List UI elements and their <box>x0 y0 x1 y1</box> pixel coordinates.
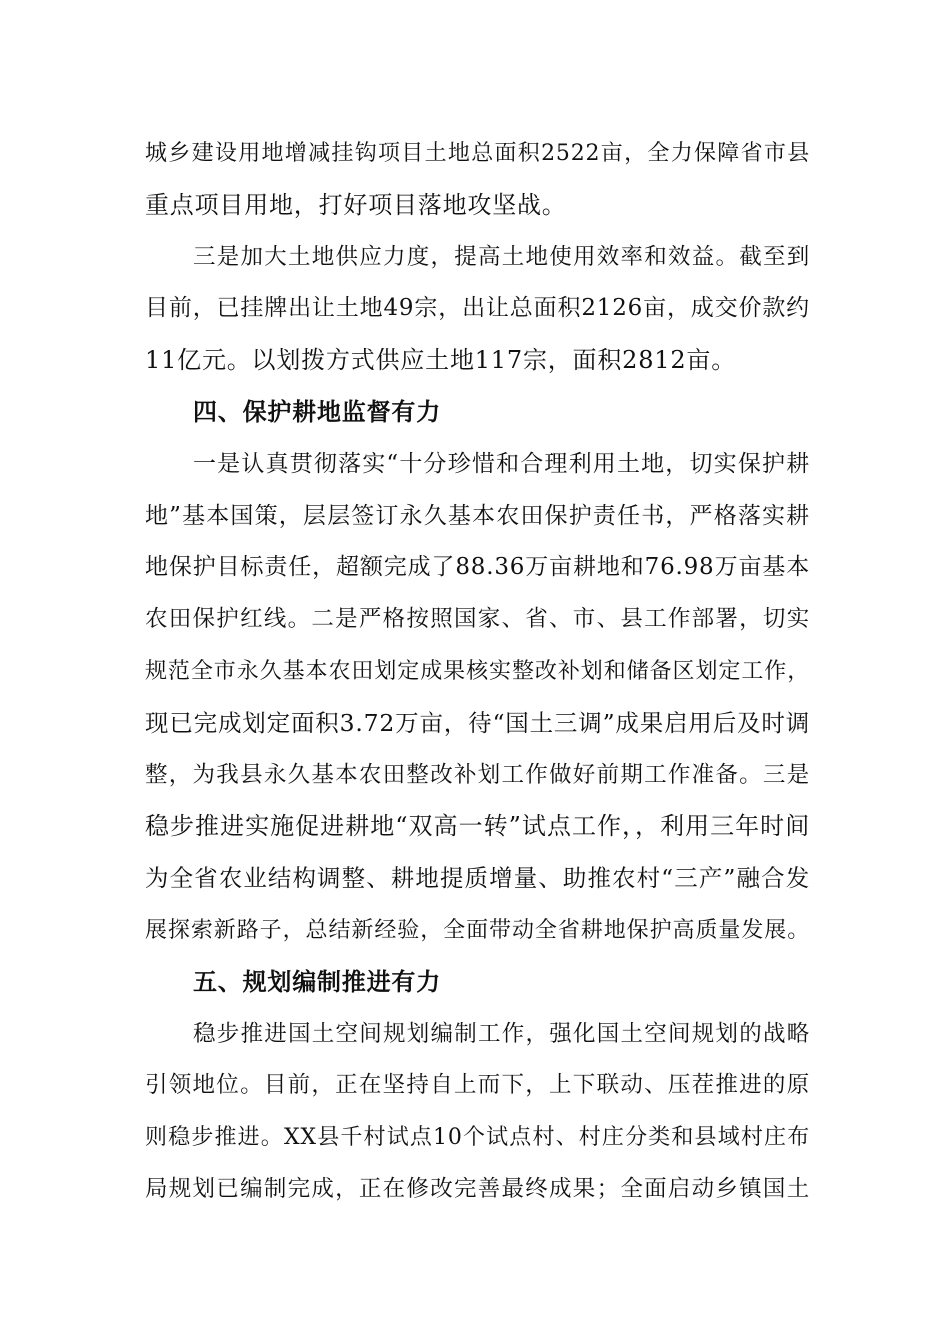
paragraph-line: 局规划已编制完成，正在修改完善最终成果；全面启动乡镇国土 <box>145 1175 810 1202</box>
paragraph-line: 一是认真贯彻落实“十分珍惜和合理利用土地，切实保护耕 <box>193 450 810 477</box>
document-body <box>145 128 810 1216</box>
paragraph-line: 规范全市永久基本农田划定成果核实整改补划和储备区划定工作， <box>145 658 810 684</box>
section-heading: 五、规划编制推进有力 <box>193 967 441 996</box>
paragraph-line: 整，为我县永久基本农田整改补划工作做好前期工作准备。三是 <box>145 761 810 788</box>
paragraph-line: 地保护目标责任，超额完成了88.36万亩耕地和76.98万亩基本 <box>145 554 810 581</box>
paragraph-line: 则稳步推进。XX县千村试点10个试点村、村庄分类和县域村庄布 <box>145 1125 810 1151</box>
paragraph-line: 三是加大土地供应力度，提高土地使用效率和效益。截至到 <box>193 243 810 270</box>
paragraph-line: 引领地位。目前，正在坚持自上而下，上下联动、压茬推进的原 <box>145 1072 810 1099</box>
paragraph-line: 地”基本国策，层层签订永久基本农田保护责任书，严格落实耕 <box>145 502 810 529</box>
paragraph-line: 现已完成划定面积3.72万亩，待“国土三调”成果启用后及时调 <box>145 708 810 737</box>
paragraph-line: 目前，已挂牌出让土地49宗，出让总面积2126亩，成交价款约 <box>145 295 810 322</box>
paragraph-line: 稳步推进实施促进耕地“双高一转”试点工作，，利用三年时间 <box>145 812 810 841</box>
paragraph-line: 城乡建设用地增减挂钩项目土地总面积2522亩，全力保障省市县 <box>145 141 810 166</box>
paragraph-line: 稳步推进国土空间规划编制工作，强化国土空间规划的战略 <box>193 1020 810 1047</box>
paragraph-line: 为全省农业结构调整、耕地提质增量、助推农村“三产”融合发 <box>145 864 810 893</box>
paragraph-line: 农田保护红线。二是严格按照国家、省、市、县工作部署，切实 <box>145 606 810 633</box>
paragraph-line: 11亿元。以划拨方式供应土地117宗，面积2812亩。 <box>145 346 737 375</box>
section-heading: 四、保护耕地监督有力 <box>193 397 441 426</box>
paragraph-line: 展探索新路子，总结新经验，全面带动全省耕地保护高质量发展。 <box>145 917 810 943</box>
paragraph-line: 重点项目用地，打好项目落地攻坚战。 <box>145 190 567 219</box>
